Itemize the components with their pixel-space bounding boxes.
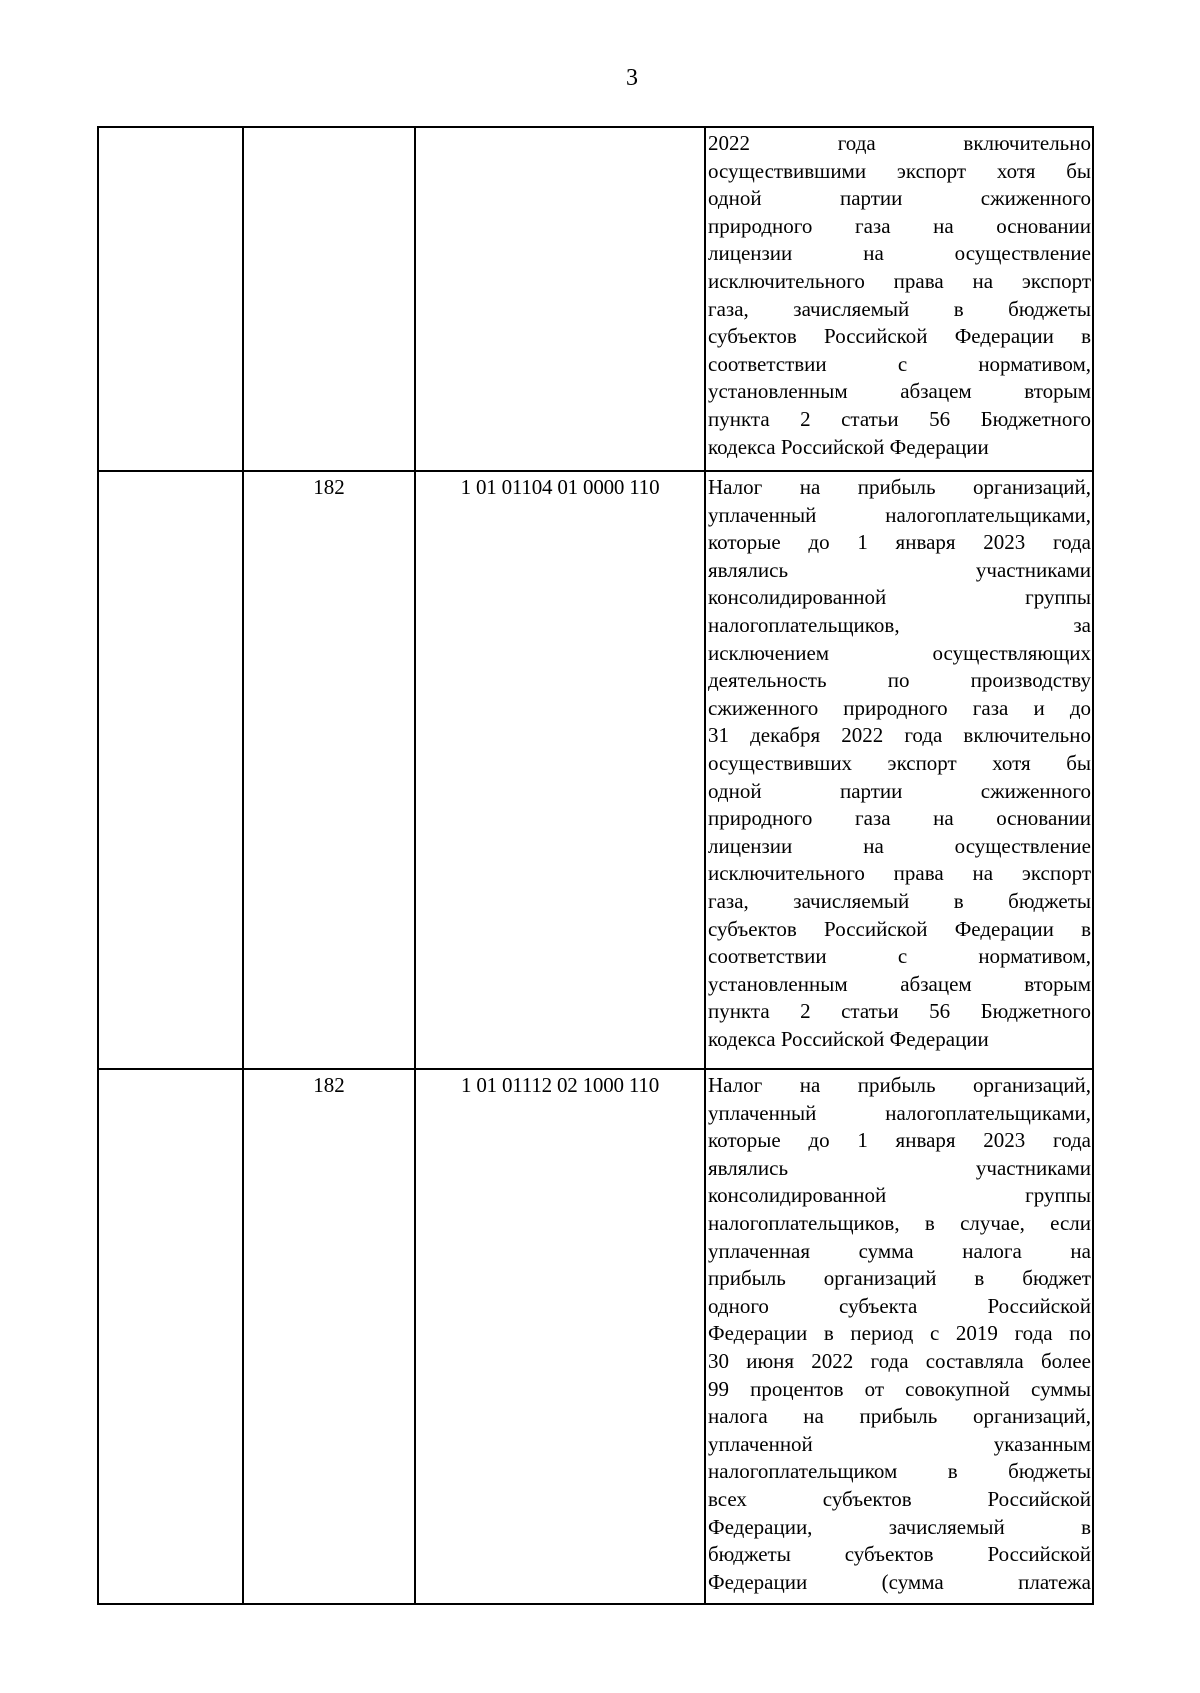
description-line: субъектов Российской Федерации в bbox=[708, 324, 1091, 349]
description-line: исключением осуществляющих bbox=[708, 640, 1091, 665]
description-line: газа, зачисляемый в бюджеты bbox=[708, 296, 1091, 321]
description-line: прибыль организаций в бюджет bbox=[708, 1266, 1091, 1291]
description-line: Федерации (сумма платежа bbox=[708, 1569, 1091, 1594]
description-line: кодекса Российской Федерации bbox=[708, 434, 989, 459]
description-line: Федерации в период с 2019 года по bbox=[708, 1321, 1091, 1346]
description-line: уплаченный налогоплательщиками, bbox=[708, 1100, 1091, 1125]
table-row bbox=[98, 471, 1093, 1069]
description-line: уплаченный налогоплательщиками, bbox=[708, 502, 1091, 527]
kbk-code-cell: 1 01 01112 02 1000 110 bbox=[415, 1069, 705, 1604]
description-line: природного газа на основании bbox=[708, 806, 1091, 831]
description-line: пункта 2 статьи 56 Бюджетного bbox=[708, 406, 1091, 431]
description-line: Налог на прибыль организаций, bbox=[708, 1073, 1091, 1097]
description-line: исключительного права на экспорт bbox=[708, 268, 1091, 293]
description-line: 31 декабря 2022 года включительно bbox=[708, 723, 1091, 748]
description-line: пункта 2 статьи 56 Бюджетного bbox=[708, 999, 1091, 1024]
budget-revenue-table bbox=[97, 126, 1094, 1605]
description-line: консолидированной группы bbox=[708, 1183, 1091, 1208]
description-line: соответствии с нормативом, bbox=[708, 944, 1091, 969]
table-row bbox=[98, 1069, 1093, 1604]
description-line: Налог на прибыль организаций, bbox=[708, 475, 1091, 499]
description-line: 2022 года включительно bbox=[708, 131, 1091, 155]
description-line: бюджеты субъектов Российской bbox=[708, 1542, 1091, 1567]
description-line: газа, зачисляемый в бюджеты bbox=[708, 888, 1091, 913]
description-line: налогоплательщиков, за bbox=[708, 612, 1091, 637]
description-line: природного газа на основании bbox=[708, 213, 1091, 238]
table-row bbox=[98, 127, 1093, 471]
description-line: налогоплательщиков, в случае, если bbox=[708, 1210, 1091, 1235]
description-line: всех субъектов Российской bbox=[708, 1486, 1091, 1511]
description-line: уплаченной указанным bbox=[708, 1431, 1091, 1456]
admin-code-cell: 182 bbox=[243, 1069, 415, 1604]
description-line: соответствии с нормативом, bbox=[708, 351, 1091, 376]
description-line: уплаченная сумма налога на bbox=[708, 1238, 1091, 1263]
description-line: лицензии на осуществление bbox=[708, 241, 1091, 266]
description-line: налогоплательщиком в бюджеты bbox=[708, 1459, 1091, 1484]
description-line: которые до 1 января 2023 года bbox=[708, 1128, 1091, 1153]
description-line: исключительного права на экспорт bbox=[708, 861, 1091, 886]
description-line: субъектов Российской Федерации в bbox=[708, 916, 1091, 941]
description-cell bbox=[705, 471, 1093, 1069]
description-line: консолидированной группы bbox=[708, 585, 1091, 610]
description-line: деятельность по производству bbox=[708, 668, 1091, 693]
description-line: осуществивших экспорт хотя бы bbox=[708, 750, 1091, 775]
description-line: одного субъекта Российской bbox=[708, 1293, 1091, 1318]
description-line: одной партии сжиженного bbox=[708, 778, 1091, 803]
description-line: 30 июня 2022 года составляла более bbox=[708, 1348, 1091, 1373]
description-line: которые до 1 января 2023 года bbox=[708, 530, 1091, 555]
description-line: кодекса Российской Федерации bbox=[708, 1026, 989, 1051]
kbk-code-cell bbox=[415, 127, 705, 471]
description-line: являлись участниками bbox=[708, 1155, 1091, 1180]
page-number: 3 bbox=[626, 65, 638, 91]
admin-code-cell: 182 bbox=[243, 471, 415, 1069]
empty-cell bbox=[98, 1069, 243, 1604]
description-line: налога на прибыль организаций, bbox=[708, 1404, 1091, 1429]
description-line: являлись участниками bbox=[708, 557, 1091, 582]
empty-cell bbox=[98, 471, 243, 1069]
description-line: установленным абзацем вторым bbox=[708, 971, 1091, 996]
description-line: 99 процентов от совокупной суммы bbox=[708, 1376, 1091, 1401]
description-line: осуществившими экспорт хотя бы bbox=[708, 158, 1091, 183]
description-line: установленным абзацем вторым bbox=[708, 379, 1091, 404]
description-cell bbox=[705, 127, 1093, 471]
empty-cell bbox=[98, 127, 243, 471]
description-line: лицензии на осуществление bbox=[708, 833, 1091, 858]
description-line: одной партии сжиженного bbox=[708, 186, 1091, 211]
admin-code-cell bbox=[243, 127, 415, 471]
description-line: Федерации, зачисляемый в bbox=[708, 1514, 1091, 1539]
description-line: сжиженного природного газа и до bbox=[708, 695, 1091, 720]
kbk-code-cell: 1 01 01104 01 0000 110 bbox=[415, 471, 705, 1069]
description-cell bbox=[705, 1069, 1093, 1604]
